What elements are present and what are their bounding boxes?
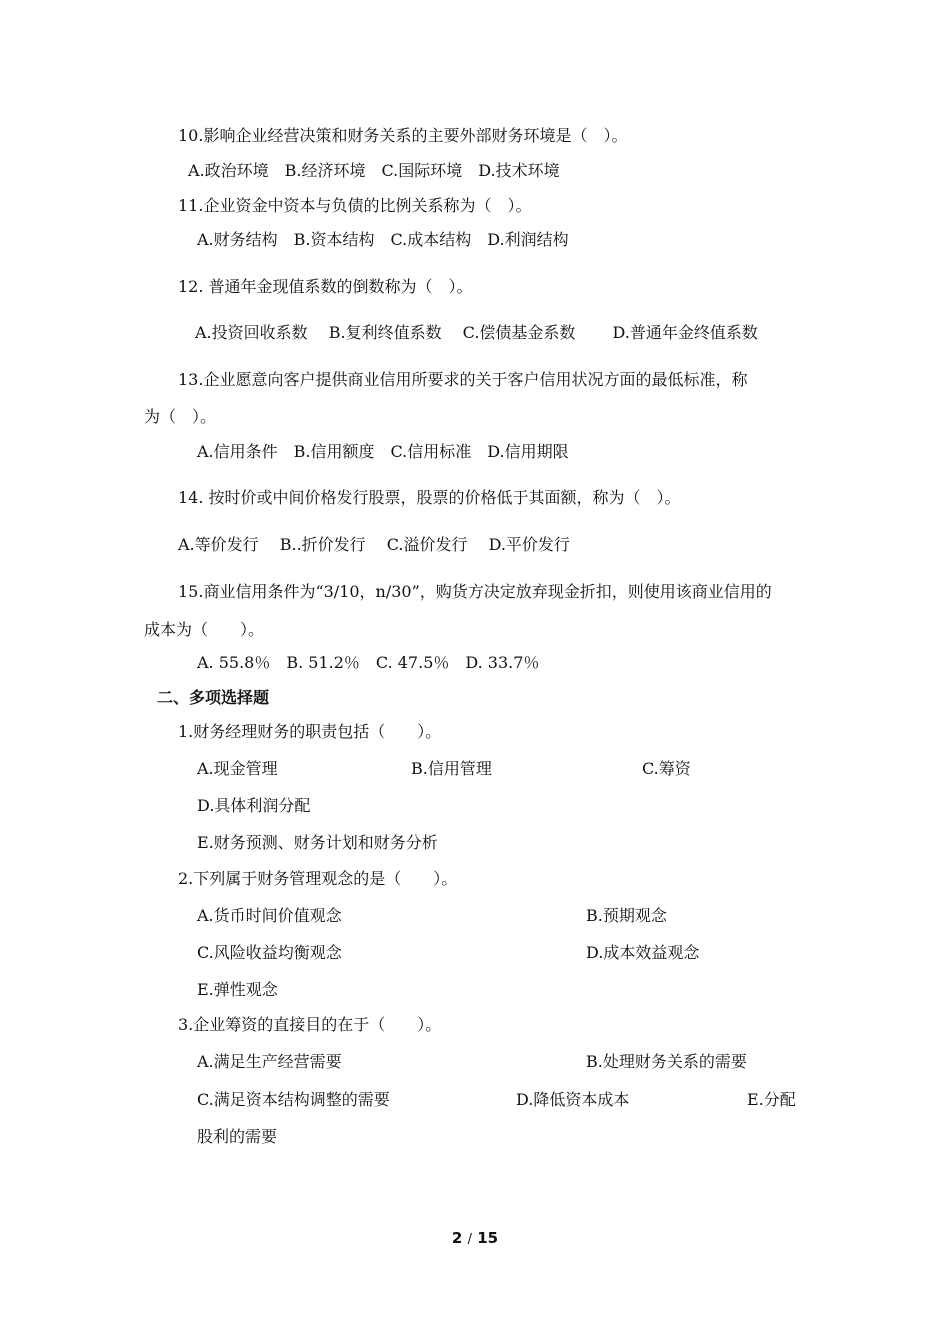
multi-q1-option-b: B.信用管理 <box>411 759 492 778</box>
multi-q3-option-e: E.分配 <box>747 1090 796 1109</box>
multi-q2-option-c: C.风险收益均衡观念 <box>197 943 342 962</box>
multi-question-1: 1.财务经理财务的职责包括（ ）。 <box>178 722 442 741</box>
page-total: 15 <box>477 1229 499 1247</box>
multi-q3-option-c: C.满足资本结构调整的需要 <box>197 1090 390 1109</box>
multi-q3-option-b: B.处理财务关系的需要 <box>586 1052 747 1071</box>
multi-q2-option-b: B.预期观念 <box>586 906 667 925</box>
question-15-cont: 成本为（ ）。 <box>144 620 265 639</box>
multi-q1-option-a: A.现金管理 <box>197 759 278 778</box>
question-15-options: A. 55.8％ B. 51.2％ C. 47.5％ D. 33.7％ <box>197 653 540 672</box>
multi-q1-option-c: C.筹资 <box>642 759 691 778</box>
question-12-options: A.投资回收系数 B.复利终值系数 C.偿债基金系数 D.普通年金终值系数 <box>195 323 758 342</box>
multi-question-2: 2.下列属于财务管理观念的是（ ）。 <box>178 869 458 888</box>
multi-q3-option-d: D.降低资本成本 <box>516 1090 630 1109</box>
multi-q1-option-e: E.财务预测、财务计划和财务分析 <box>197 833 438 852</box>
question-13-options: A.信用条件 B.信用额度 C.信用标准 D.信用期限 <box>197 442 569 461</box>
question-11-options: A.财务结构 B.资本结构 C.成本结构 D.利润结构 <box>197 230 569 249</box>
section-heading: 二、多项选择题 <box>157 688 270 707</box>
question-14: 14. 按时价或中间价格发行股票，股票的价格低于其面额，称为（ ）。 <box>178 488 681 507</box>
page-number <box>0 1229 950 1247</box>
page-current: 2 <box>451 1229 463 1247</box>
multi-q3-option-a: A.满足生产经营需要 <box>197 1052 342 1071</box>
question-14-options: A.等价发行 B..折价发行 C.溢价发行 D.平价发行 <box>178 535 570 554</box>
question-10: 10.影响企业经营决策和财务关系的主要外部财务环境是（ ）。 <box>178 126 628 145</box>
multi-q2-option-d: D.成本效益观念 <box>586 943 700 962</box>
question-12: 12. 普通年金现值系数的倒数称为（ ）。 <box>178 277 473 296</box>
multi-q1-option-d: D.具体利润分配 <box>197 796 311 815</box>
multi-q2-option-e: E.弹性观念 <box>197 980 278 999</box>
question-15: 15.商业信用条件为“3/10，n/30”，购货方决定放弃现金折扣，则使用该商业信用的 <box>178 582 772 601</box>
multi-q3-option-e-cont: 股利的需要 <box>197 1127 278 1146</box>
question-13-cont: 为（ ）。 <box>144 407 217 426</box>
multi-q2-option-a: A.货币时间价值观念 <box>197 906 342 925</box>
question-13: 13.企业愿意向客户提供商业信用所要求的关于客户信用状况方面的最低标准，称 <box>178 370 748 389</box>
question-10-options: A.政治环境 B.经济环境 C.国际环境 D.技术环境 <box>188 161 560 180</box>
multi-question-3: 3.企业筹资的直接目的在于（ ）。 <box>178 1015 442 1034</box>
question-11: 11.企业资金中资本与负债的比例关系称为（ ）。 <box>178 196 532 215</box>
page-separator: / <box>467 1232 472 1247</box>
